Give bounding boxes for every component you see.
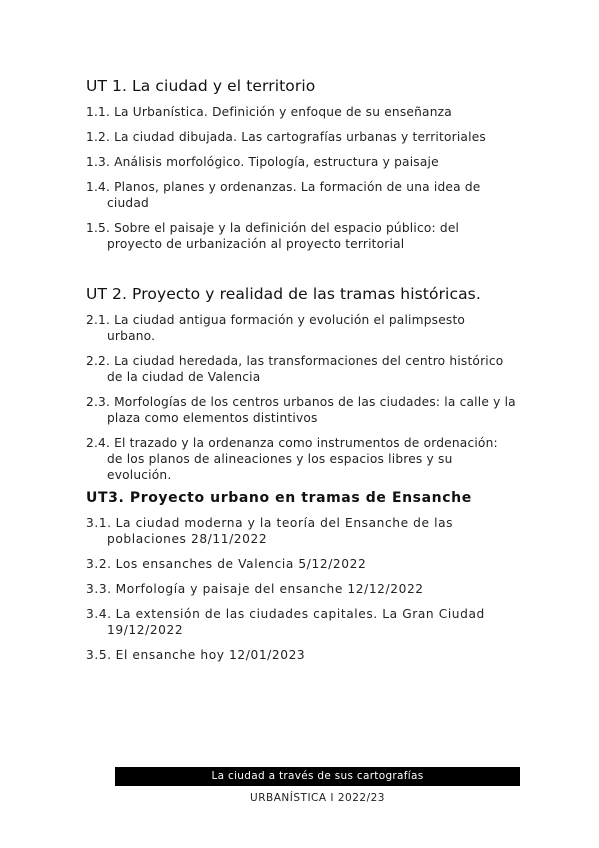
list-item: 3.5. El ensanche hoy 12/01/2023 (86, 648, 306, 662)
list-item: 3.1. La ciudad moderna y la teoría del Ensanche de las poblaciones 28/11/2022 (86, 516, 454, 546)
list-item: 1.4. Planos, planes y ordenanzas. La formación de una idea de ciudad (86, 180, 481, 210)
unit-2-section (86, 285, 516, 492)
list-item: 2.1. La ciudad antigua formación y evolución el palimpsesto urbano. (86, 313, 466, 343)
list-item: 3.3. Morfología y paisaje del ensanche 12/12/2022 (86, 582, 424, 596)
unit-3-title: UT3. Proyecto urbano en tramas de Ensanche (86, 490, 472, 506)
unit-1-section (86, 77, 516, 261)
list-item: 1.5. Sobre el paisaje y la definición del espacio público: del proyecto de urbanización al proyecto territorial (86, 221, 460, 251)
list-item: 2.4. El trazado y la ordenanza como instrumentos de ordenación: de los planos de alineaciones y los espacios libres y su evolución. (86, 436, 498, 482)
list-item: 2.3. Morfologías de los centros urbanos de las ciudades: la calle y la plaza como elementos distintivos (86, 395, 516, 425)
list-item: 3.4. La extensión de las ciudades capitales. La Gran Ciudad 19/12/2022 (86, 607, 485, 637)
list-item: 1.1. La Urbanística. Definición y enfoque de su enseñanza (86, 105, 452, 119)
unit-3-section (86, 490, 516, 672)
list-item: 1.3. Análisis morfológico. Tipología, estructura y paisaje (86, 155, 439, 169)
list-item: 1.2. La ciudad dibujada. Las cartografías urbanas y territoriales (86, 130, 486, 144)
footer-course-label: URBANÍSTICA I 2022/23 (250, 792, 385, 804)
footer-banner: La ciudad a través de sus cartografías (115, 767, 520, 786)
list-item: 2.2. La ciudad heredada, las transformaciones del centro histórico de la ciudad de Valencia (86, 354, 504, 384)
unit-2-title: UT 2. Proyecto y realidad de las tramas históricas. (86, 285, 481, 303)
unit-1-title: UT 1. La ciudad y el territorio (86, 77, 316, 95)
list-item: 3.2. Los ensanches de Valencia 5/12/2022 (86, 557, 367, 571)
